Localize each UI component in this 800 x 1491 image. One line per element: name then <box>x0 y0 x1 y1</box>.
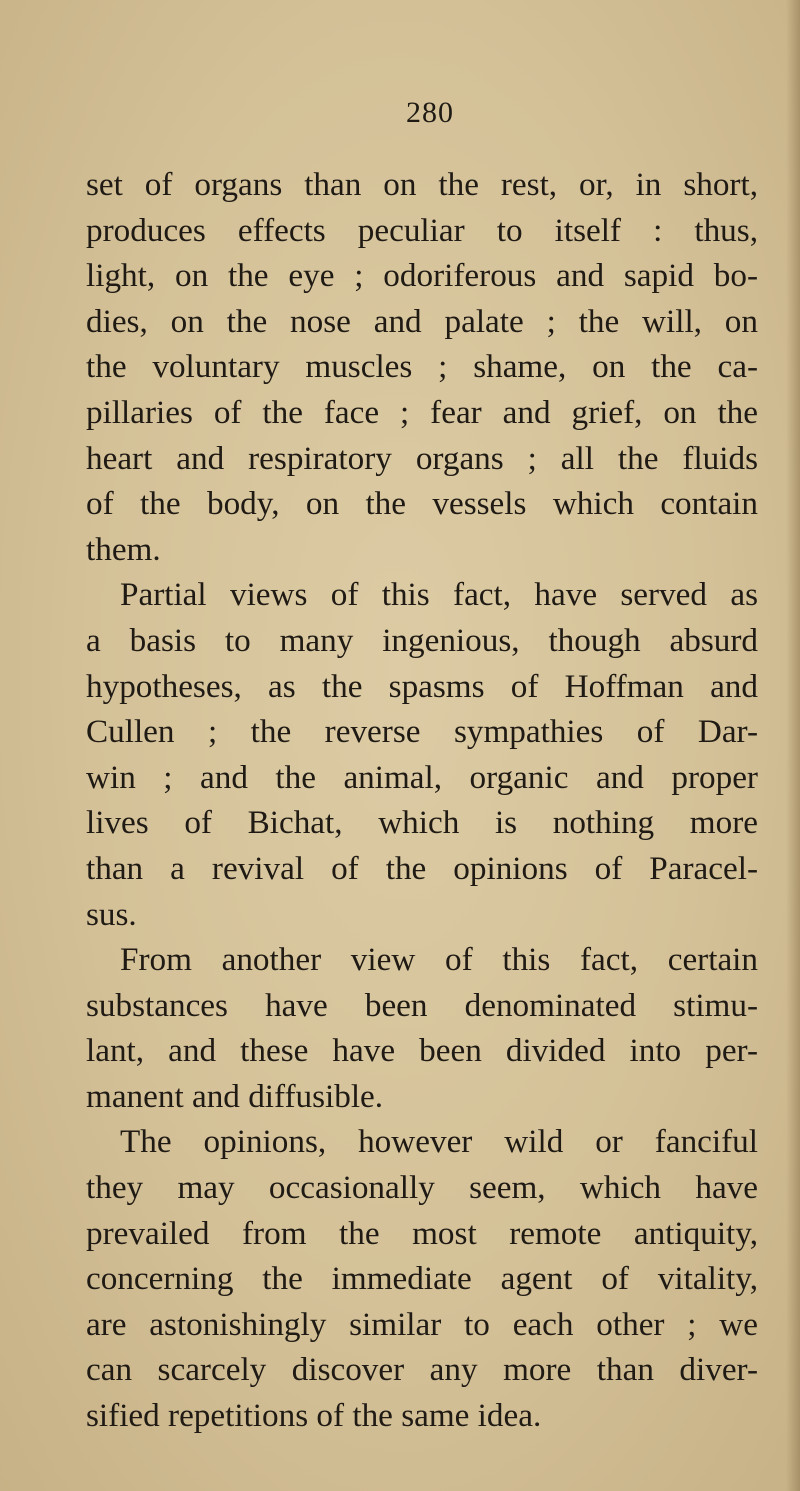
page-edge-shadow <box>786 0 800 1491</box>
text-line: they may occasionally seem, which have <box>86 1169 758 1207</box>
text-line: hypotheses, as the spasms of Hoffman and <box>86 667 758 705</box>
text-line: prevailed from the most remote antiquity, <box>86 1214 758 1252</box>
text-line: light, on the eye ; odoriferous and sapid bo- <box>86 257 758 295</box>
paragraph-1 <box>86 162 758 572</box>
text-line: can scarcely discover any more than diver- <box>86 1351 758 1389</box>
paragraph-3 <box>86 937 758 1119</box>
text-line: concerning the immediate agent of vitality, <box>86 1260 758 1298</box>
text-line: sus. <box>86 895 137 933</box>
text-line: lant, and these have been divided into per- <box>86 1032 758 1070</box>
text-line: From another view of this fact, certain <box>120 941 758 979</box>
page-number: 280 <box>406 96 454 129</box>
text-line: win ; and the animal, organic and proper <box>86 758 758 796</box>
paragraph-2 <box>86 572 758 937</box>
paragraph-4 <box>86 1119 758 1438</box>
text-line: than a revival of the opinions of Paracel- <box>86 849 758 887</box>
text-line: heart and respiratory organs ; all the fluids <box>86 439 758 477</box>
text-line: set of organs than on the rest, or, in short, <box>86 166 758 203</box>
text-line: a basis to many ingenious, though absurd <box>86 621 758 659</box>
text-line: are astonishingly similar to each other ; we <box>86 1305 758 1343</box>
text-line: the voluntary muscles ; shame, on the ca- <box>86 348 758 386</box>
text-line: produces effects peculiar to itself : thus, <box>86 211 758 249</box>
text-line: sified repetitions of the same idea. <box>86 1397 542 1435</box>
text-line: of the body, on the vessels which contain <box>86 485 758 523</box>
text-line: The opinions, however wild or fanciful <box>120 1123 758 1161</box>
text-line: dies, on the nose and palate ; the will, on <box>86 302 758 340</box>
text-line: lives of Bichat, which is nothing more <box>86 804 758 842</box>
text-line: substances have been denominated stimu- <box>86 986 758 1024</box>
text-line: manent and diffusible. <box>86 1077 384 1115</box>
text-line: Partial views of this fact, have served as <box>120 576 758 614</box>
text-line: Cullen ; the reverse sympathies of Dar- <box>86 713 758 751</box>
text-line: them. <box>86 530 161 568</box>
body-text <box>86 162 758 1439</box>
text-line: pillaries of the face ; fear and grief, on the <box>86 393 758 431</box>
